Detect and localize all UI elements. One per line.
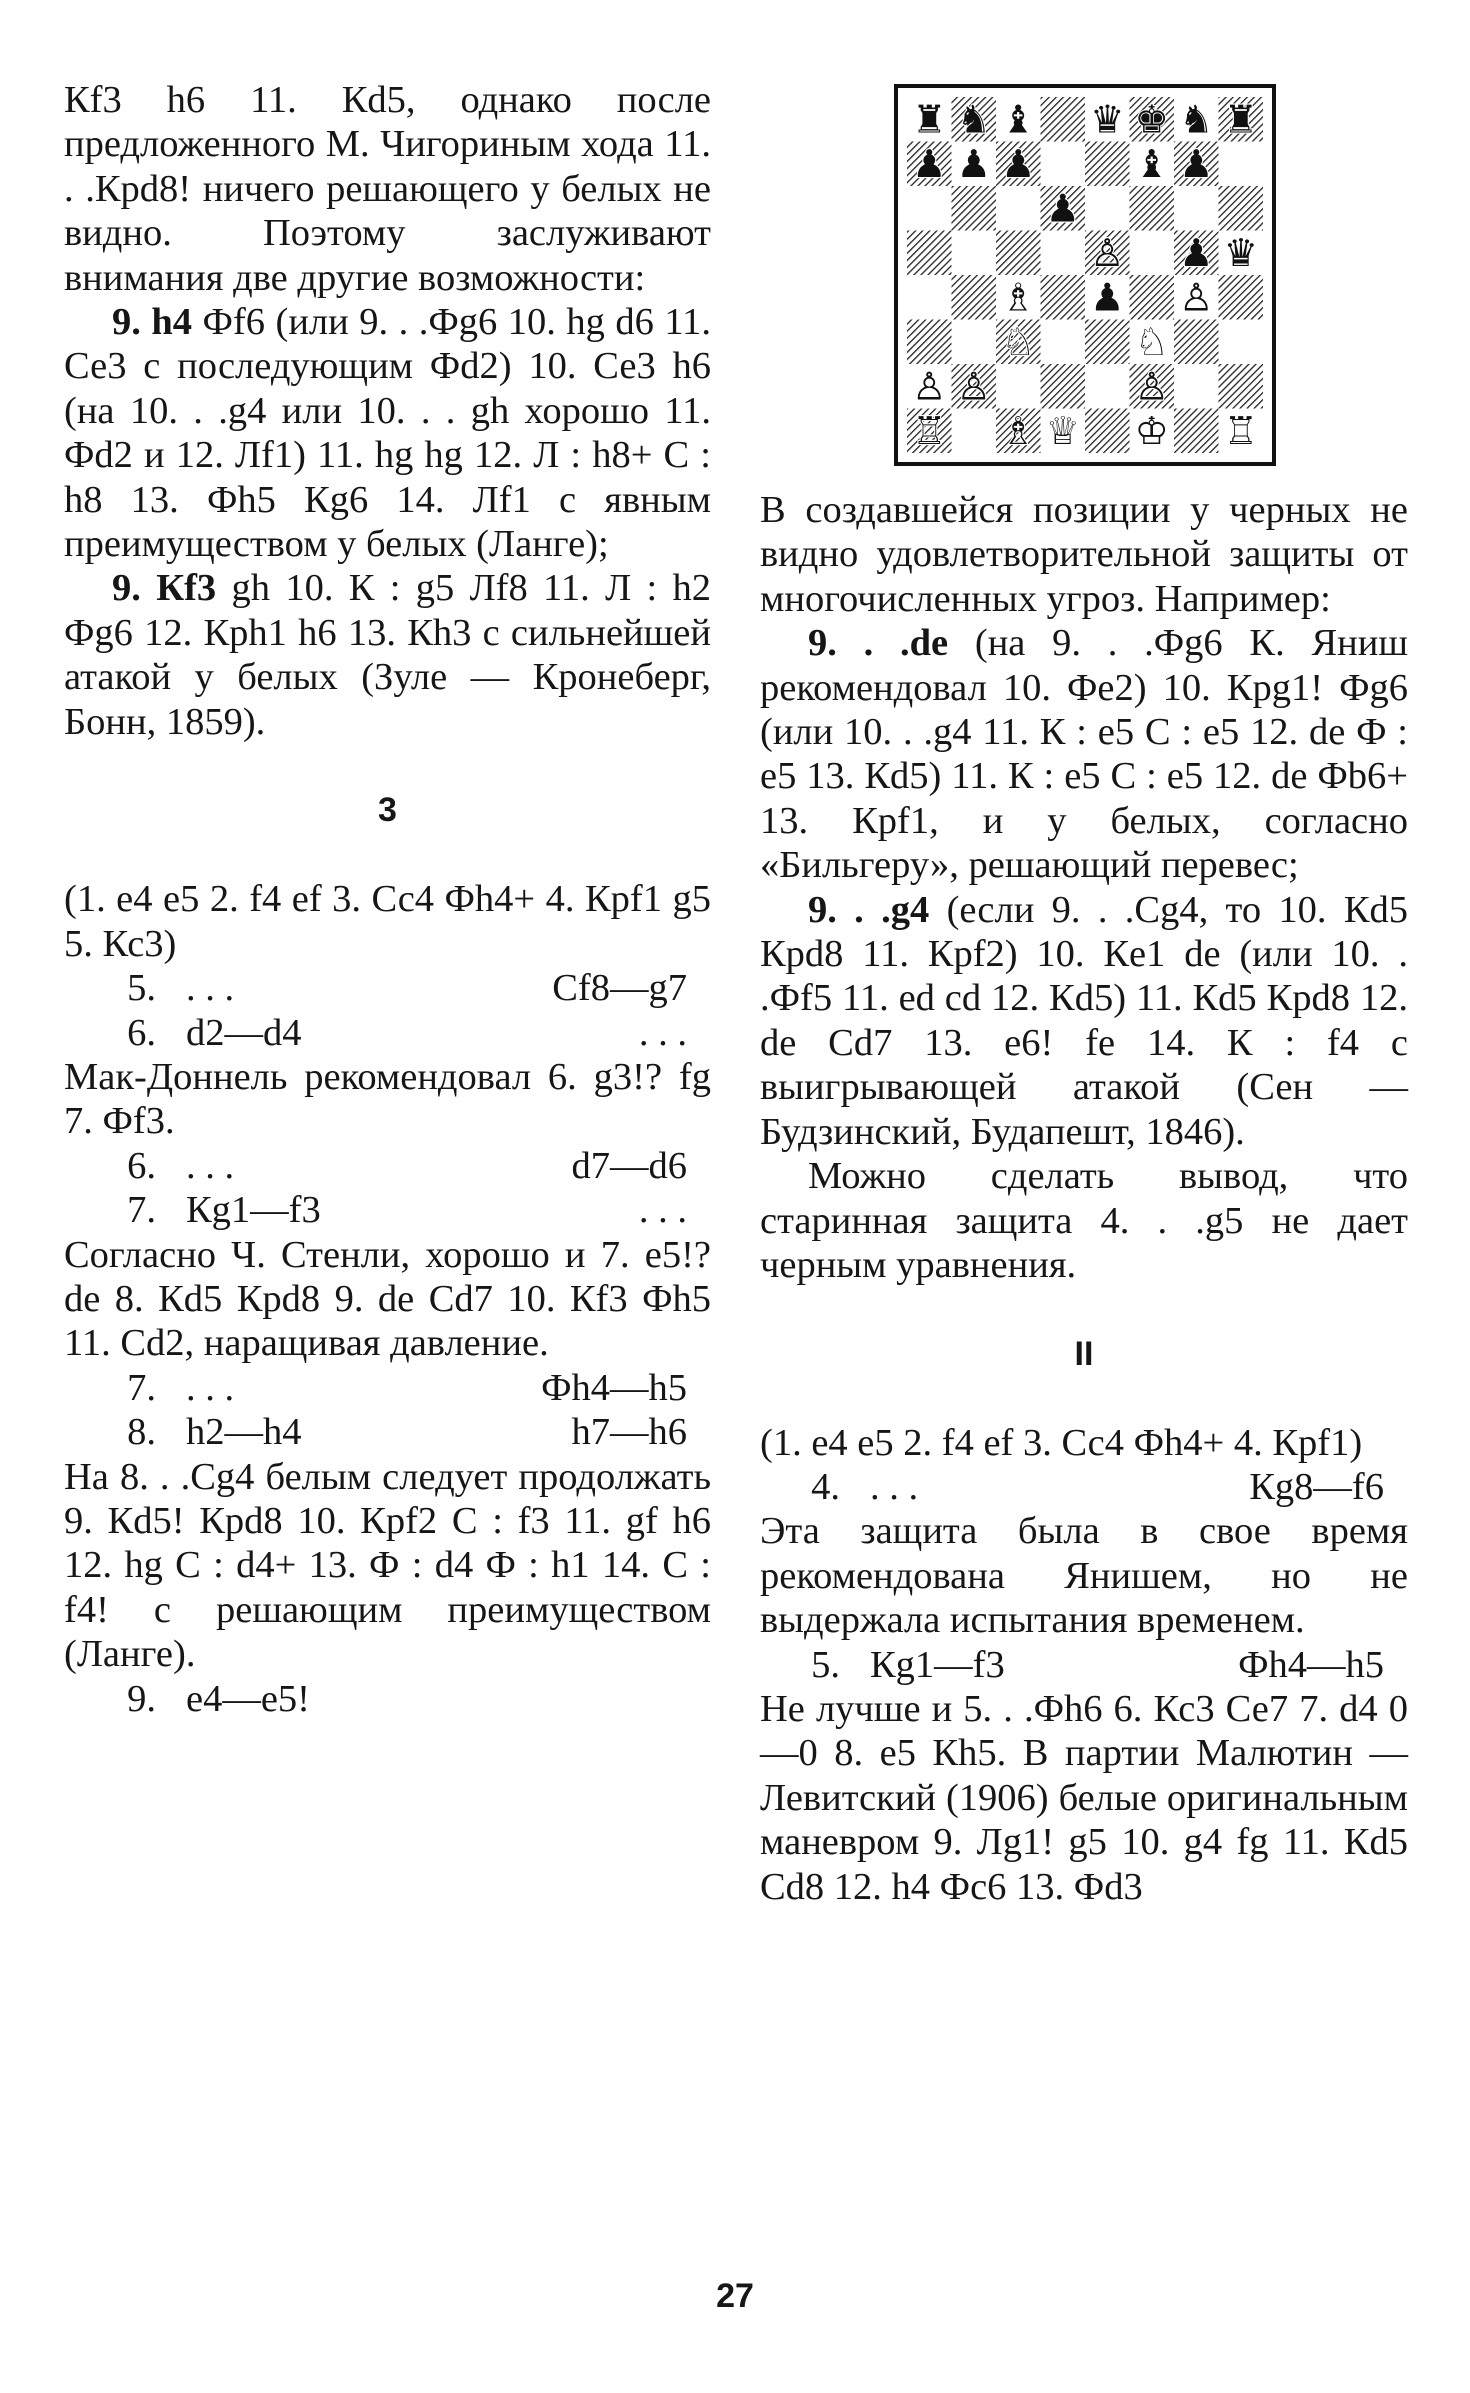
chess-diagram bbox=[894, 84, 1276, 466]
chess-piece-e5: ♙ bbox=[1090, 231, 1125, 277]
move-row bbox=[64, 966, 711, 1010]
chess-piece-a1: ♖ bbox=[912, 409, 947, 453]
white-move: h2—h4 bbox=[186, 1411, 302, 1454]
paragraph-text: gh 10. К : g5 Лf8 11. Л : h2 Фg6 12. Кph1 h6 13. Кh3 с сильнейшей атакой у белых (Зуле — Кронеберг, Бонн, 1859). bbox=[64, 567, 711, 743]
light-square bbox=[952, 409, 997, 454]
move-row bbox=[760, 1465, 1408, 1509]
paragraph bbox=[760, 888, 1408, 1154]
chess-piece-b7: ♟ bbox=[956, 142, 991, 188]
chess-piece-c4: ♗ bbox=[1001, 275, 1036, 321]
paragraph: На 8. . .Сg4 белым следует продолжать 9. Кd5! Кpd8 10. Кpf2 С : f3 11. gf h6 12. hg С : d4+ 13. Ф : d4 Ф : h1 14. С : f4! с решающим преимуществом (Ланге). bbox=[64, 1455, 711, 1676]
spacer bbox=[760, 1287, 1408, 1331]
dark-square bbox=[1219, 275, 1264, 320]
chess-piece-f8: ♚ bbox=[1134, 97, 1169, 143]
dark-square bbox=[996, 231, 1041, 276]
left-column bbox=[64, 78, 711, 1721]
chess-piece-h5: ♛ bbox=[1223, 231, 1258, 277]
dark-square bbox=[907, 320, 952, 365]
dark-square bbox=[1130, 186, 1175, 231]
black-move: Кg8—f6 bbox=[1249, 1465, 1384, 1508]
chess-piece-a8: ♜ bbox=[912, 97, 947, 143]
paragraph: Согласно Ч. Стенли, хорошо и 7. е5!? de 8. Кd5 Кpd8 9. de Сd7 10. Кf3 Фh5 11. Сd2, наращивая давление. bbox=[64, 1233, 711, 1365]
move-number: 4. bbox=[811, 1465, 840, 1508]
move-number: 7. bbox=[127, 1366, 156, 1409]
chess-piece-c8: ♝ bbox=[1001, 97, 1036, 143]
chess-piece-g8: ♞ bbox=[1179, 97, 1214, 143]
white-move: е4—е5! bbox=[186, 1677, 310, 1720]
spacer bbox=[64, 833, 711, 877]
paragraph: Можно сделать вывод, что старинная защита 4. . .g5 не дает черным уравнения. bbox=[760, 1155, 1408, 1286]
paragraph: (1. е4 е5 2. f4 ef 3. Сс4 Фh4+ 4. Кpf1) bbox=[760, 1421, 1363, 1464]
chess-piece-g7: ♟ bbox=[1179, 142, 1214, 188]
white-move: d2—d4 bbox=[186, 1011, 302, 1054]
chess-piece-f1: ♔ bbox=[1134, 409, 1169, 453]
light-square bbox=[1130, 231, 1175, 276]
move-number: 6. bbox=[127, 1011, 156, 1054]
chess-piece-g5: ♟ bbox=[1179, 231, 1214, 277]
white-move: . . . bbox=[186, 1366, 235, 1409]
white-move: . . . bbox=[186, 967, 235, 1010]
black-move: . . . bbox=[638, 1011, 687, 1054]
chess-piece-b2: ♙ bbox=[956, 364, 991, 410]
black-move: d7—d6 bbox=[571, 1144, 687, 1187]
light-square bbox=[952, 320, 997, 365]
move-label: 9. . .de bbox=[808, 622, 949, 665]
dark-square bbox=[1085, 409, 1130, 454]
move-number: 6. bbox=[127, 1144, 156, 1187]
dark-square bbox=[1041, 364, 1086, 409]
chess-piece-c7: ♟ bbox=[1001, 142, 1036, 188]
chess-piece-c1: ♗ bbox=[1001, 409, 1036, 453]
chess-piece-g4: ♙ bbox=[1179, 275, 1214, 321]
chess-piece-c3: ♘ bbox=[1001, 320, 1036, 366]
paragraph: Кf3 h6 11. Кd5, однако после предложенного М. Чигориным хода 11. . .Кpd8! ничего решающего у белых не видно. Поэтому заслуживают внимания две другие возможности: bbox=[64, 79, 711, 299]
black-move: h7—h6 bbox=[571, 1411, 687, 1454]
paragraph bbox=[760, 621, 1408, 887]
chess-piece-d1: ♕ bbox=[1045, 409, 1080, 453]
chess-piece-a7: ♟ bbox=[912, 142, 947, 188]
chess-piece-h1: ♖ bbox=[1223, 409, 1258, 453]
spacer bbox=[760, 1376, 1408, 1420]
move-number: 8. bbox=[127, 1411, 156, 1454]
dark-square bbox=[1174, 320, 1219, 365]
move-number: 5. bbox=[127, 967, 156, 1010]
dark-square bbox=[1219, 186, 1264, 231]
paragraph: Не лучше и 5. . .Фh6 6. Кс3 Се7 7. d4 0—0 8. е5 Кh5. В партии Малютин — Левитский (1906) белые оригинальным маневром 9. Лg1! g5 10. g4 fg 11. Кd5 Сd8 12. h4 Фс6 13. Фd3 bbox=[760, 1687, 1408, 1908]
chess-piece-e8: ♛ bbox=[1090, 97, 1125, 143]
chess-piece-f3: ♘ bbox=[1134, 320, 1169, 366]
paragraph-text: (если 9. . .Сg4, то 10. Кd5 Кpd8 11. Кpf2) 10. Кe1 de (или 10. . .Фf5 11. ed cd 12. Кd5) 11. Кd5 Кpd8 12. de Сd7 13. е6! fe 14. К : f4 с выигрывающей атакой (Сен — Будзинский, Будапешт, 1846). bbox=[760, 888, 1408, 1153]
light-square bbox=[1085, 364, 1130, 409]
move-number: 7. bbox=[127, 1189, 156, 1232]
move-row bbox=[64, 1677, 711, 1721]
move-row bbox=[64, 1188, 711, 1232]
white-move: . . . bbox=[186, 1144, 235, 1187]
spacer bbox=[64, 744, 711, 788]
chess-piece-a2: ♙ bbox=[912, 364, 947, 410]
chess-piece-b8: ♞ bbox=[956, 97, 991, 143]
page-number: 27 bbox=[716, 2277, 754, 2315]
light-square bbox=[1041, 231, 1086, 276]
move-number: 5. bbox=[811, 1643, 840, 1686]
light-square bbox=[1041, 142, 1086, 187]
chess-piece-h8: ♜ bbox=[1223, 97, 1258, 143]
dark-square bbox=[1041, 97, 1086, 142]
chess-piece-f7: ♝ bbox=[1134, 142, 1169, 188]
light-square bbox=[1219, 320, 1264, 365]
dark-square bbox=[952, 275, 997, 320]
paragraph: Эта защита была в свое время рекомендована Янишем, но не выдержала испытания временем. bbox=[760, 1510, 1408, 1642]
paragraph bbox=[64, 300, 711, 566]
light-square bbox=[1219, 142, 1264, 187]
right-column bbox=[760, 488, 1408, 1909]
black-move: Фh4—h5 bbox=[1238, 1643, 1384, 1686]
dark-square bbox=[1130, 275, 1175, 320]
black-move: Фh4—h5 bbox=[541, 1366, 687, 1409]
chess-piece-d6: ♟ bbox=[1045, 186, 1080, 232]
black-move bbox=[436, 1677, 711, 1721]
light-square bbox=[907, 275, 952, 320]
dark-square bbox=[952, 186, 997, 231]
light-square bbox=[1174, 364, 1219, 409]
chess-piece-e4: ♟ bbox=[1090, 275, 1125, 321]
light-square bbox=[996, 364, 1041, 409]
chess-board bbox=[907, 97, 1263, 453]
move-row bbox=[64, 1410, 711, 1454]
dark-square bbox=[1041, 275, 1086, 320]
white-move: Кg1—f3 bbox=[870, 1643, 1005, 1686]
paragraph-text: (на 9. . .Фg6 К. Яниш рекомендовал 10. Фе2) 10. Кpg1! Фg6 (или 10. . .g4 11. К : е5 С : е5 12. de Ф : е5 13. Кd5) 11. К : е5 С : е5 12. de Фb6+ 13. Кpf1, и у белых, согласно «Бильгеру», решающий перевес; bbox=[760, 622, 1409, 887]
move-number: 9. bbox=[127, 1677, 156, 1720]
move-label: 9. h4 bbox=[112, 301, 193, 344]
light-square bbox=[952, 231, 997, 276]
move-row bbox=[64, 1011, 711, 1055]
white-move: . . . bbox=[870, 1465, 919, 1508]
chess-piece-f2: ♙ bbox=[1134, 364, 1169, 410]
dark-square bbox=[907, 231, 952, 276]
dark-square bbox=[1085, 142, 1130, 187]
paragraph: В создавшейся позиции у черных не видно удовлетворительной защиты от многочисленных угроз. Например: bbox=[760, 489, 1408, 620]
dark-square bbox=[1174, 409, 1219, 454]
black-move: Сf8—g7 bbox=[552, 967, 687, 1010]
section-heading: II bbox=[1074, 1334, 1094, 1373]
light-square bbox=[996, 186, 1041, 231]
light-square bbox=[1041, 320, 1086, 365]
light-square bbox=[907, 186, 952, 231]
dark-square bbox=[1085, 320, 1130, 365]
white-move: Кg1—f3 bbox=[186, 1189, 321, 1232]
dark-square bbox=[1219, 364, 1264, 409]
move-row bbox=[760, 1643, 1408, 1687]
move-label: 9. Кf3 bbox=[112, 567, 217, 610]
paragraph: (1. е4 е5 2. f4 ef 3. Сс4 Фh4+ 4. Кpf1 g5 5. Кс3) bbox=[64, 878, 711, 965]
move-row bbox=[64, 1366, 711, 1410]
light-square bbox=[1174, 186, 1219, 231]
move-row bbox=[64, 1144, 711, 1188]
section-heading: 3 bbox=[378, 791, 397, 830]
paragraph bbox=[64, 566, 711, 744]
paragraph: Мак-Доннель рекомендовал 6. g3!? fg 7. Фf3. bbox=[64, 1055, 711, 1143]
light-square bbox=[1085, 186, 1130, 231]
move-label: 9. . .g4 bbox=[808, 888, 930, 931]
paragraph-text: Фf6 (или 9. . .Фg6 10. hg d6 11. Се3 с последующим Фd2) 10. Се3 h6 (на 10. . .g4 или 10. . . gh хорошо 11. Фd2 и 12. Лf1) 11. hg hg 12. Л : h8+ С : h8 13. Фh5 Кg6 14. Лf1 с явным преимуществом у белых (Ланге); bbox=[64, 301, 712, 566]
black-move: . . . bbox=[638, 1189, 687, 1232]
